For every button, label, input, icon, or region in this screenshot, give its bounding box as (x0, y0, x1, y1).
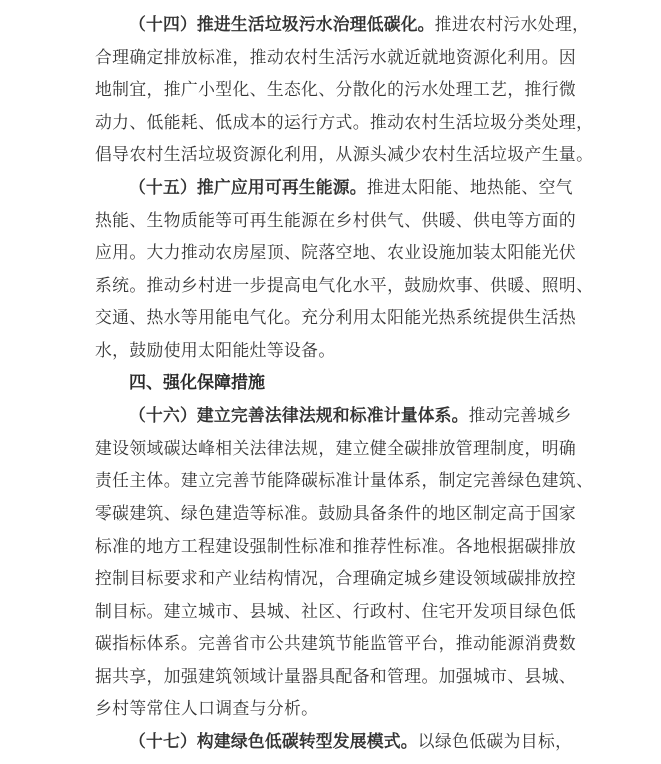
paragraph-line: 控制目标要求和产业结构情况，合理确定城乡建设领域碳排放控 (95, 568, 577, 589)
paragraph-line: 应用。大力推动农房屋顶、院落空地、农业设施加装太阳能光伏 (95, 242, 577, 263)
paragraph-16 (95, 399, 594, 725)
paragraph-15 (95, 171, 594, 367)
paragraph-line: 动力、低能耗、低成本的运行方式。推动农村生活垃圾分类处理， (95, 111, 594, 132)
paragraph-line (95, 171, 573, 204)
paragraph-line: 碳指标体系。完善省市公共建筑节能监管平台，推动能源消费数 (95, 633, 577, 654)
paragraph-line: 合理确定排放标准，推动农村生活污水就近就地资源化利用。因 (95, 46, 577, 67)
paragraph-line: 据共享，加强建筑领域计量器具配备和管理。加强城市、县城、 (95, 665, 577, 686)
paragraph-line: 水，鼓励使用太阳能灶等设备。 (95, 339, 336, 360)
paragraph-line (95, 8, 590, 41)
paragraph-line: 建设领域碳达峰相关法律法规，建立健全碳排放管理制度，明确 (95, 437, 577, 458)
paragraph-line: 制目标。建立城市、县城、社区、行政村、住宅开发项目绿色低 (95, 600, 577, 621)
paragraph-lead: （十七）构建绿色低碳转型发展模式。 (129, 731, 418, 752)
paragraph-line (95, 725, 573, 758)
paragraph-text: 推进太阳能、地热能、空气 (366, 176, 573, 197)
paragraph-lead: （十六）建立完善法律法规和标准计量体系。 (129, 405, 469, 426)
paragraph-line: 交通、热水等用能电气化。充分利用太阳能光热系统提供生活热 (95, 307, 577, 328)
paragraph-14 (95, 8, 594, 171)
paragraph-line: 系统。推动乡村进一步提高电气化水平，鼓励炊事、供暖、照明、 (95, 274, 594, 295)
section-heading: 四、强化保障措施 (129, 372, 265, 393)
paragraph-line: 乡村等常住人口调查与分析。 (95, 698, 319, 719)
paragraph-17 (95, 725, 573, 758)
paragraph-lead: （十五）推广应用可再生能源。 (129, 176, 367, 197)
paragraph-line: 热能、生物质能等可再生能源在乡村供气、供暖、供电等方面的 (95, 209, 577, 230)
paragraph-lead: （十四）推进生活垃圾污水治理低碳化。 (129, 14, 435, 34)
paragraph-line: 倡导农村生活垃圾资源化利用，从源头减少农村生活垃圾产生量。 (95, 144, 594, 165)
paragraph-text: 推动完善城乡 (468, 405, 572, 426)
paragraph-line: 地制宜，推广小型化、生态化、分散化的污水处理工艺，推行微 (95, 79, 577, 100)
paragraph-line: 责任主体。建立完善节能降碳标准计量体系，制定完善绿色建筑、 (95, 470, 594, 491)
paragraph-line (95, 399, 572, 432)
paragraph-line: 标准的地方工程建设强制性标准和推荐性标准。各地根据碳排放 (95, 535, 577, 556)
paragraph-line: 零碳建筑、绿色建造等标准。鼓励具备条件的地区制定高于国家 (95, 502, 577, 523)
paragraph-text: 以绿色低碳为目标， (417, 731, 573, 752)
paragraph-text: 推进农村污水处理， (434, 14, 590, 34)
